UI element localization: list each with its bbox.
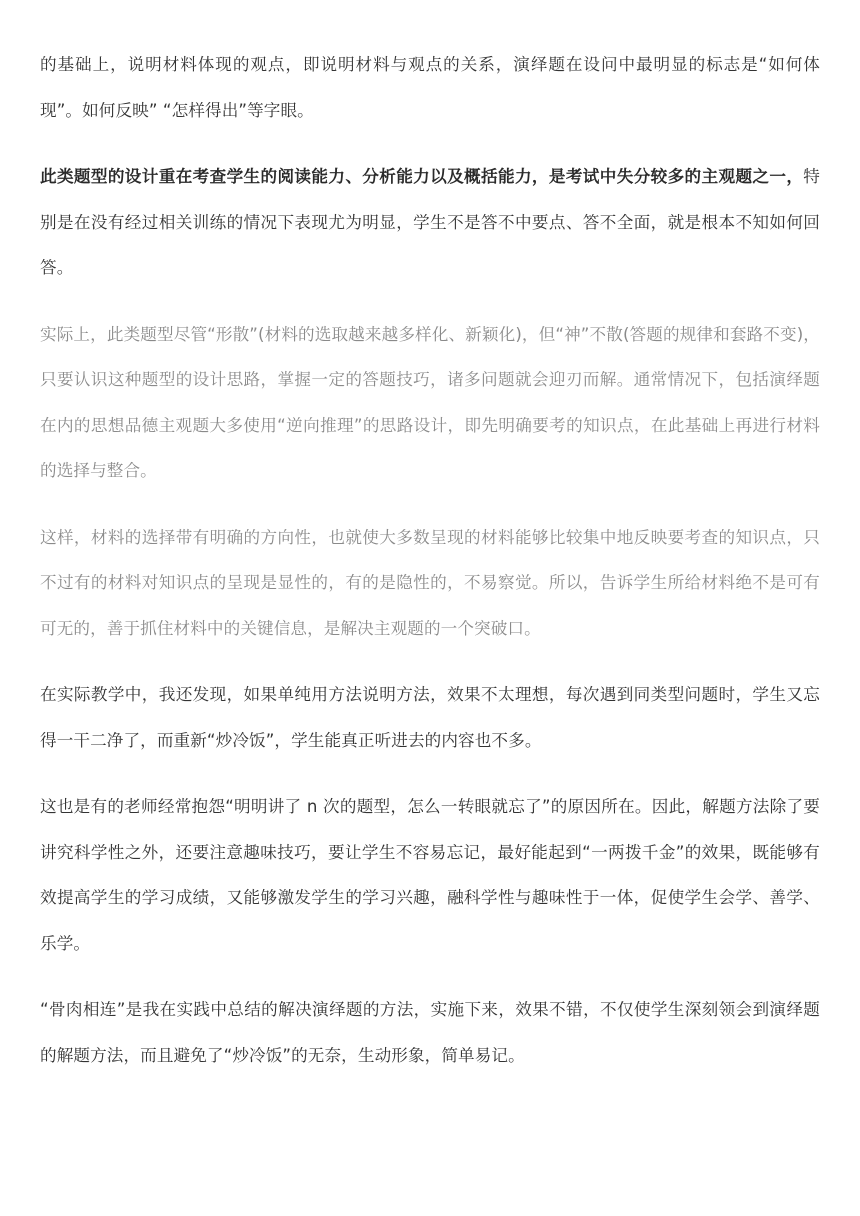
paragraph-7 — [40, 987, 820, 1078]
document-page — [40, 42, 820, 1078]
paragraph-1-text: 的基础上，说明材料体现的观点，即说明材料与观点的关系，演绎题在设问中最明显的标志是“如何体现”。如何反映” “怎样得出”等字眼。 — [40, 55, 820, 120]
paragraph-4-text: 这样，材料的选择带有明确的方向性，也就使大多数呈现的材料能够比较集中地反映要考查的知识点，只不过有的材料对知识点的呈现是显性的，有的是隐性的，不易察觉。所以，告诉学生所给材料绝不是可有可无的，善于抓住材料中的关键信息，是解决主观题的一个突破口。 — [40, 527, 820, 638]
paragraph-6-text: 这也是有的老师经常抱怨“明明讲了 n 次的题型，怎么一转眼就忘了”的原因所在。因此，解题方法除了要讲究科学性之外，还要注意趣味技巧，要让学生不容易忘记，最好能起到“一两拨千金”的效果，既能够有效提高学生的学习成绩，又能够激发学生的学习兴趣，融科学性与趣味性于一体，促使学生会学、善学、乐学。 — [40, 797, 820, 953]
paragraph-2-text: 特别是在没有经过相关训练的情况下表现尤为明显，学生不是答不中要点、答不全面，就是根本不知如何回答。 — [40, 167, 820, 277]
paragraph-4 — [40, 515, 820, 652]
paragraph-5-text: 在实际教学中，我还发现，如果单纯用方法说明方法，效果不太理想，每次遇到同类型问题时，学生又忘得一干二净了，而重新“炒冷饭”，学生能真正听进去的内容也不多。 — [40, 685, 820, 750]
paragraph-2-bold-text: 此类题型的设计重在考查学生的阅读能力、分析能力以及概括能力，是考试中失分较多的主观题之一， — [40, 167, 804, 186]
paragraph-7-text: “骨肉相连”是我在实践中总结的解决演绎题的方法，实施下来，效果不错，不仅使学生深刻领会到演绎题的解题方法，而且避免了“炒冷饭”的无奈，生动形象，简单易记。 — [40, 1000, 820, 1065]
paragraph-3 — [40, 312, 820, 494]
paragraph-1 — [40, 42, 820, 133]
paragraph-6 — [40, 784, 820, 966]
paragraph-2 — [40, 154, 820, 291]
paragraph-3-text: 实际上，此类题型尽管“形散”(材料的选取越来越多样化、新颖化)，但“神”不散(答题的规律和套路不变)，只要认识这种题型的设计思路，掌握一定的答题技巧，诸多问题就会迎刃而解。通常情况下，包括演绎题在内的思想品德主观题大多使用“逆向推理”的思路设计，即先明确要考的知识点，在此基础上再进行材料的选择与整合。 — [40, 324, 820, 480]
paragraph-5 — [40, 672, 820, 763]
